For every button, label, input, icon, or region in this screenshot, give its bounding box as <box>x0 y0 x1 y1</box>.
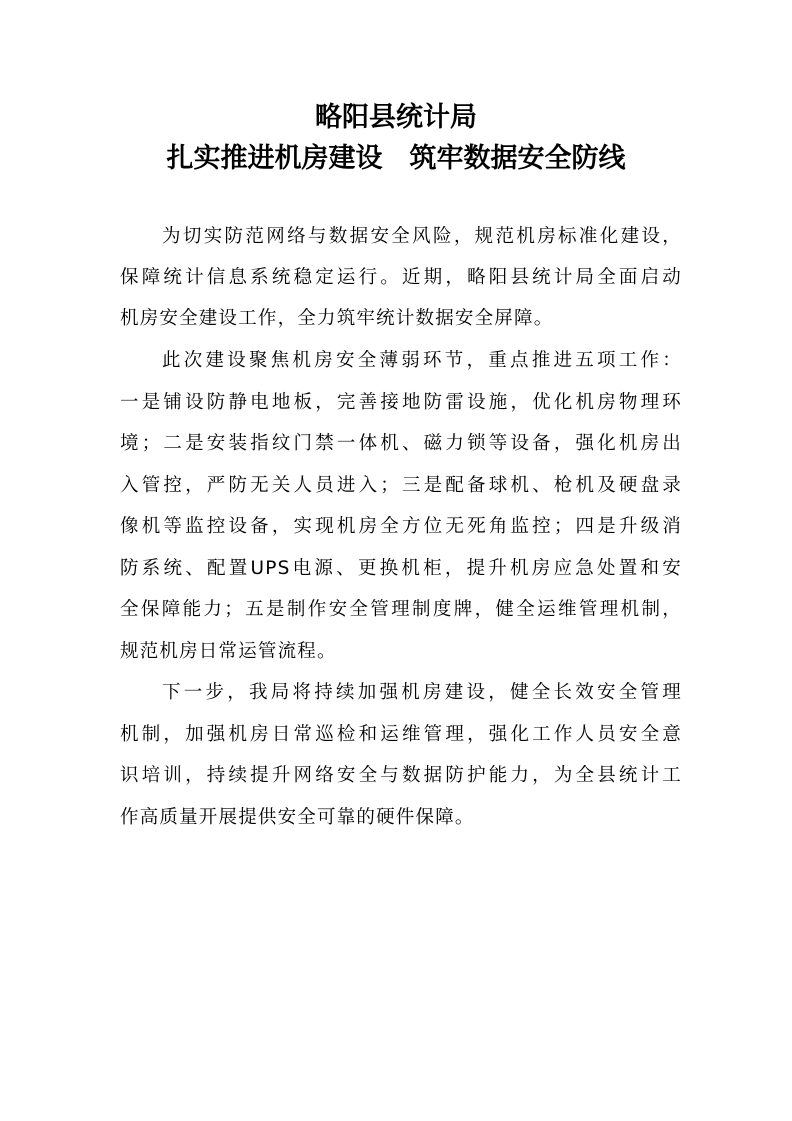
paragraph2-line5: 像机等监控设备，实现机房全方位无死角监控；四是升级消 <box>120 516 682 537</box>
paragraph1-line2: 保障统计信息系统稳定运行。近期，略阳县统计局全面启动 <box>120 267 682 288</box>
paragraph2-line2: 一是铺设防静电地板，完善接地防雷设施，优化机房物理环 <box>120 392 682 413</box>
paragraph2-line3: 境；二是安装指纹门禁一体机、磁力锁等设备，强化机房出 <box>120 433 682 454</box>
paragraph1-line1: 为切实防范网络与数据安全风险，规范机房标准化建设， <box>162 226 682 247</box>
paragraph3-line1: 下一步，我局将持续加强机房建设，健全长效安全管理 <box>162 682 682 703</box>
paragraph2-line6: 防系统、配置UPS电源、更换机柜，提升机房应急处置和安 <box>120 558 682 579</box>
paragraph2-line8: 规范机房日常运管流程。 <box>120 641 337 662</box>
paragraph3-line2: 机制，加强机房日常巡检和运维管理，强化工作人员安全意 <box>120 724 682 745</box>
document-title-line1: 略阳县统计局 <box>315 102 477 133</box>
paragraph2-line4: 入管控，严防无关人员进入；三是配备球机、枪机及硬盘录 <box>120 475 682 496</box>
document-title-line2: 扎实推进机房建设 筑牢数据安全防线 <box>166 143 626 174</box>
paragraph3-line4: 作高质量开展提供安全可靠的硬件保障。 <box>120 807 475 828</box>
paragraph1-line3: 机房安全建设工作，全力筑牢统计数据安全屏障。 <box>120 308 554 329</box>
paragraph3-line3: 识培训，持续提升网络安全与数据防护能力，为全县统计工 <box>120 765 682 786</box>
paragraph2-line7: 全保障能力；五是制作安全管理制度牌，健全运维管理机制， <box>120 599 682 620</box>
paragraph2-line1: 此次建设聚焦机房安全薄弱环节，重点推进五项工作： <box>162 350 682 371</box>
